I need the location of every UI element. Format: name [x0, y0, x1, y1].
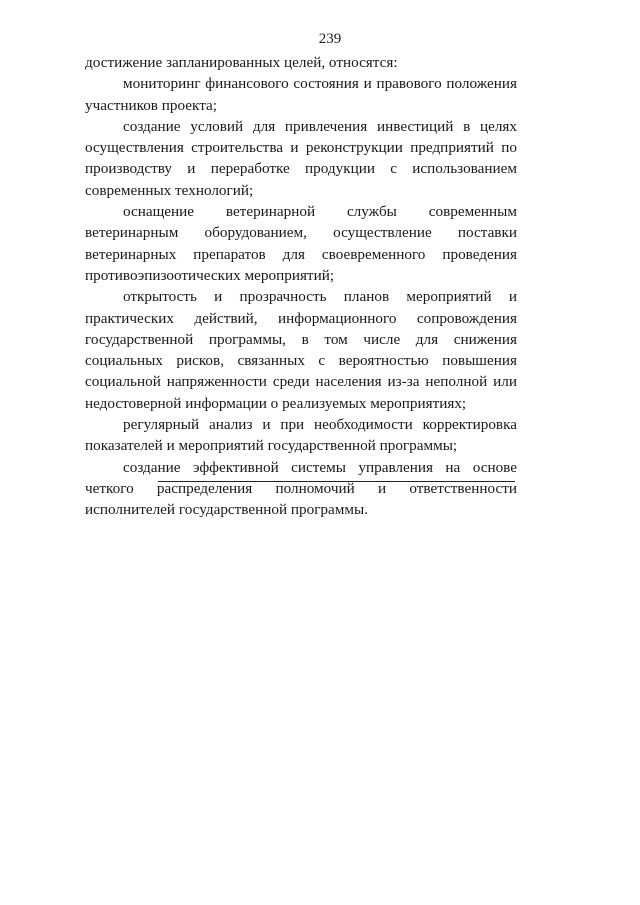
paragraph-veterinary: оснащение ветеринарной службы современным ветеринарным оборудованием, осуществление поставки ветеринарных препаратов для своевременного проведения противоэпизоотических мероприятий;	[85, 203, 517, 284]
page-number: 239	[318, 31, 342, 47]
end-divider	[158, 481, 515, 482]
paragraph-analysis: регулярный анализ и при необходимости корректировка показателей и мероприятий государственной программы;	[85, 416, 517, 455]
paragraph-continuation: достижение запланированных целей, относятся:	[85, 54, 398, 71]
paragraph-monitoring: мониторинг финансового состояния и правового положения участников проекта;	[85, 75, 517, 114]
paragraph-management: создание эффективной системы управления на основе четкого распределения полномочий и ответственности исполнителей государственной программы.	[85, 458, 517, 519]
paragraph-transparency: открытость и прозрачность планов мероприятий и практических действий, информационного сопровождения государственной программы, в том числе для снижения социальных рисков, связанных с вероятностью повышения социальной напряженности среди населения из-за неполной или недостоверной информации о реализуемых мероприятиях;	[85, 288, 517, 412]
document-body	[85, 52, 517, 521]
paragraph-investment: создание условий для привлечения инвестиций в целях осуществления строительства и реконструкции предприятий по производству и переработке продукции с использованием современных технологий;	[85, 117, 517, 199]
